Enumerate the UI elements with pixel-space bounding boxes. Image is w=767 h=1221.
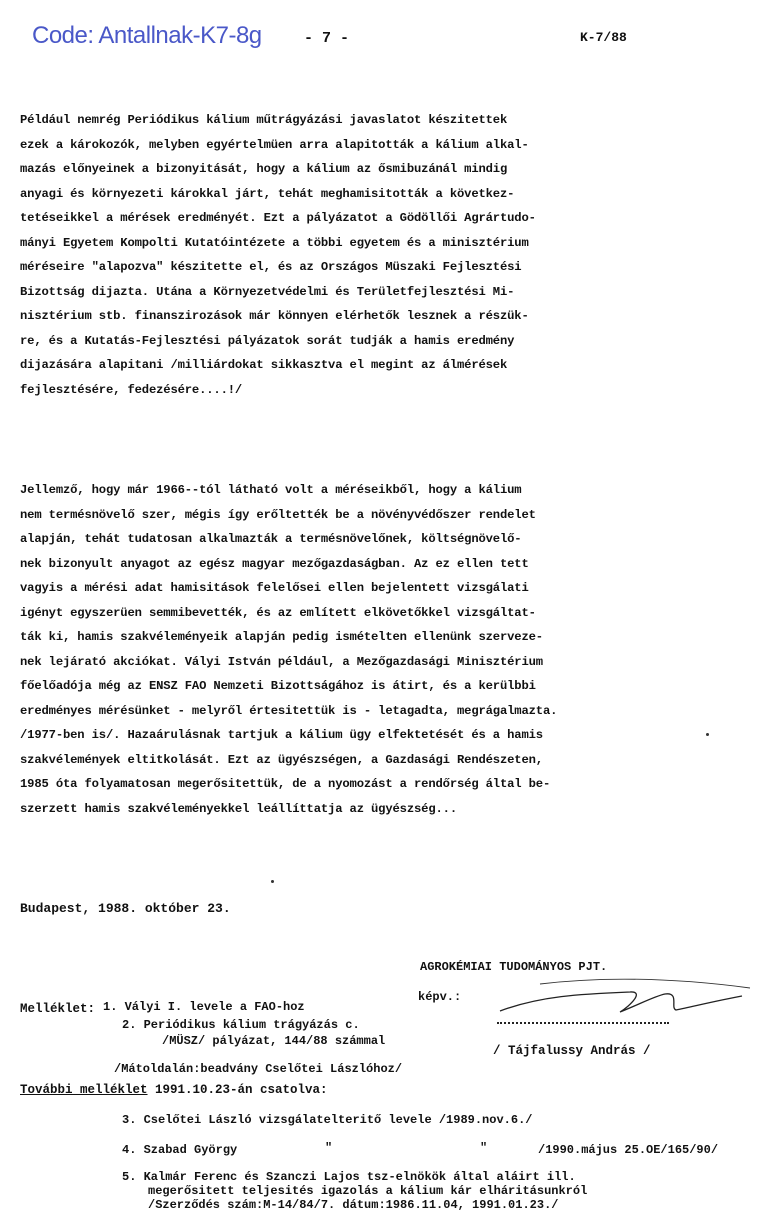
text-line: nek bizonyult anyagot az egész magyar mezőgazdaságban. Az ez ellen tett — [20, 556, 529, 571]
signature-line — [497, 1022, 669, 1024]
paragraph-2 — [20, 478, 745, 821]
ink-speck — [706, 733, 709, 736]
text-line: anyagi és környezeti károkkal járt, tehát meghamisitották a következ- — [20, 186, 515, 201]
text-line: ták ki, hamis szakvéleményeik alapján pedig ismételten ellenünk szerveze- — [20, 630, 543, 644]
text-line: szakvélemények eltitkolását. Ezt az ügyészségen, a Gazdasági Rendészeten, — [20, 752, 543, 767]
document-reference: K-7/88 — [580, 30, 627, 45]
text-line: dijazására alapitani /milliárdokat sikkasztva el megint az álmérések — [20, 358, 508, 372]
text-line: tetéseikkel a mérések eredményét. Ezt a pályázatot a Gödöllői Agrártudo- — [20, 211, 536, 225]
text-line: fejlesztésére, fedezésére....!/ — [20, 382, 243, 397]
attachment-item-4-date: /1990.május 25.OE/165/90/ — [538, 1143, 719, 1157]
text-line: méréseire "alapozva" készitette el, és az Országos Müszaki Fejlesztési — [20, 260, 522, 274]
text-line: eredményes mérésünket - melyről értesitettük is - letagadta, megrágalmazta. — [20, 703, 558, 718]
ditto-mark: " — [325, 1141, 333, 1155]
text-line: vagyis a mérési adat hamisitások felelősei ellen bejelentett vizsgálati — [20, 581, 529, 595]
text-line: főelőadója még az ENSZ FAO Nemzeti Bizottságához is átirt, és a kerülbbi — [20, 679, 536, 693]
text-line: ezek a károkozók, melyben egyértelmüen arra alapitották a kálium alkal- — [20, 137, 529, 152]
ditto-mark: " — [480, 1141, 488, 1155]
attachment-item-3: 3. Cselőtei László vizsgálatelteritő levele /1989.nov.6./ — [122, 1113, 533, 1127]
further-attachments-label: További melléklet — [20, 1083, 148, 1097]
text-line: nisztérium stb. finanszirozások már könnyen elérhetők lesznek a részük- — [20, 309, 529, 323]
text-line: /1977-ben is/. Hazaárulásnak tartjuk a kálium ügy elfektetését és a hamis — [20, 728, 543, 742]
place-date: Budapest, 1988. október 23. — [20, 901, 231, 916]
text-line: alapján, tehát tudatosan alkalmazták a termésnövelőnek, költségnövelő- — [20, 532, 522, 546]
text-line: Bizottság dijazta. Utána a Környezetvédelmi és Területfejlesztési Mi- — [20, 284, 515, 299]
attachments-label: Melléklet: — [20, 1002, 96, 1016]
text-line: 1985 óta folyamatosan megerősitettük, de a nyomozást a rendőrség által be- — [20, 777, 551, 791]
attachment-item-5-line: megerősitett teljesités igazolás a kálium kár elháritásunkról — [148, 1184, 588, 1198]
text-line: re, és a Kutatás-Fejlesztési pályázatok sorát tudják a hamis eredmény — [20, 333, 515, 348]
further-attachments-date: 1991.10.23-án csatolva: — [147, 1083, 328, 1097]
attachment-item-2-line: /Mátoldalán:beadvány Cselőtei Lászlóhoz/ — [114, 1062, 403, 1076]
representative-label: képv.: — [418, 990, 462, 1004]
attachment-item-5-line: /Szerződés szám:M-14/84/7. dátum:1986.11.04, 1991.01.23./ — [148, 1198, 559, 1212]
page-number: - 7 - — [304, 30, 350, 47]
code-label: Code: Antallnak-K7-8g — [32, 22, 262, 49]
attachment-item-5: 5. Kalmár Ferenc és Szanczi Lajos tsz-elnökök által aláirt ill. — [122, 1170, 576, 1184]
ink-speck — [271, 880, 274, 883]
organization-name: AGROKÉMIAI TUDOMÁNYOS PJT. — [420, 960, 608, 974]
text-line: mazás előnyeinek a bizonyitását, hogy a kálium az ősmibuzánál mindig — [20, 162, 508, 176]
text-line: nem termésnövelő szer, mégis így erőltették be a növényvédőszer rendelet — [20, 507, 536, 522]
text-line: Jellemző, hogy már 1966--tól látható volt a méréseikből, hogy a kálium — [20, 483, 522, 497]
text-line: szerzett hamis szakvéleményekkel leállíttatja az ügyészség... — [20, 801, 457, 816]
paragraph-1 — [20, 108, 745, 402]
attachment-item-2: 2. Periódikus kálium trágyázás c. — [122, 1018, 360, 1032]
text-line: igényt egyszerüen semmibevették, és az említett elkövetőkkel vizsgáltat- — [20, 605, 536, 620]
signer-name: / Tájfalussy András / — [493, 1044, 651, 1058]
further-attachments-heading — [20, 1083, 328, 1097]
text-line: mányi Egyetem Kompolti Kutatóintézete a többi egyetem és a minisztérium — [20, 235, 529, 250]
attachment-item-4: 4. Szabad György — [122, 1143, 238, 1157]
text-line: Például nemrég Periódikus kálium műtrágyázási javaslatot készitettek — [20, 113, 508, 127]
attachment-item-1: 1. Vályi I. levele a FAO-hoz — [103, 1000, 305, 1014]
handwritten-signature — [480, 966, 760, 1026]
attachment-item-2-line: /MÜSZ/ pályázat, 144/88 számmal — [162, 1034, 386, 1048]
text-line: nek lejárató akciókat. Vályi István például, a Mezőgazdasági Minisztérium — [20, 654, 543, 669]
